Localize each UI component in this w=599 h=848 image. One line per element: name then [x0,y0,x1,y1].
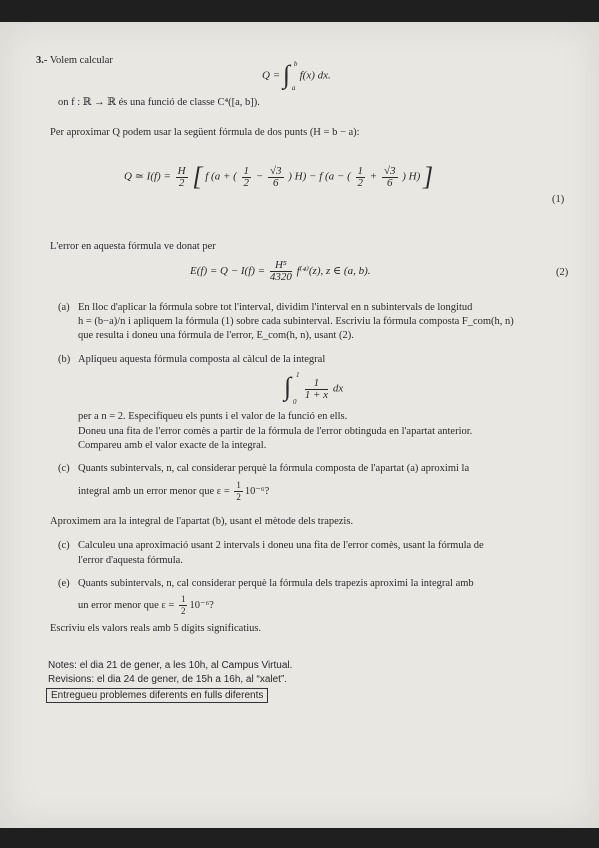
revisions-label: Revisions: [48,674,95,685]
intro-line-2: on f : ℝ → ℝ és una funció de classe C⁴([a, b]). [58,97,260,108]
formula-1-part-b: (a + ( [211,170,237,183]
part-d-line-2: l'error d'aquesta fórmula. [78,555,183,566]
problem-number: 3.- [36,55,48,66]
part-b-integral: ∫ 1 0 $\frac{1}{1 + x}$ dx [284,371,344,406]
part-e-frac-den: 2 [180,606,186,616]
part-c-pow: 10⁻⁶? [244,485,270,497]
part-e-line-1: Quants subintervals, n, cal considerar perquè la fórmula dels trapezis aproximi la integral amb [78,578,474,589]
error-intro: L'error en aquesta fórmula ve donat per [50,241,216,252]
formula-1-part-c: ) H) − f (a − ( [288,170,351,183]
part-c-frac-den: 2 [236,492,241,502]
part-c-line-2-wrap [78,480,269,503]
part-e-pow: 10⁻⁶? [189,599,214,611]
formula-1-half-den: 2 [243,176,250,189]
part-e-line-2: un error menor que ε = [78,599,175,611]
part-b-label: (b) [58,354,71,365]
part-a-line-2: h = (b−a)/n i apliquem la fórmula (1) sobre cada subinterval. Escriviu la fórmula composta F_com(h, n) [78,316,514,327]
part-a-line-1: En lloc d'aplicar la fórmula sobre tot l'interval, dividim l'interval en n subintervals de longitud [78,302,473,313]
formula-1-sqrt-den: 6 [272,176,279,189]
part-b-frac-num: 1 [305,378,328,390]
formula-1-lhs: Q ≃ I(f) = [124,170,171,183]
formula-1-plus: + [369,170,378,183]
part-e-frac-num: 1 [180,594,186,604]
exam-sheet [0,22,599,828]
part-c-line-2: integral amb un error menor que ε = [78,485,230,497]
formula-1-sqrt-num: √3 [269,164,282,177]
part-c-frac-num: 1 [236,480,241,490]
problem-header [36,54,113,67]
formula-1-H: H [177,164,186,177]
approx-intro: Per aproximar Q podem usar la següent fórmula de dos punts (H = b − a): [50,127,360,138]
part-b-line-3: Doneu una fita de l'error comès a partir de la fórmula de l'error obtinguda en l'apartat anterior. [78,426,473,437]
part-a-line-3: que resulta i doneu una fórmula de l'error, E_com(h, n), usant (2). [78,330,354,341]
integral-lower-limit: a [291,84,296,92]
formula-2-rhs: f⁽⁴⁾(z), z ∈ (a, b). [296,265,371,278]
formula-2-label: (2) [556,267,569,278]
formula-1-label: (1) [552,194,565,205]
formula-2-num: H⁵ [270,260,292,272]
formula-1-part-d: ) H) [402,170,421,183]
part-b-line-2: per a n = 2. Especifiqueu els punts i el valor de la funció en ells. [78,411,348,422]
formula-1-half-num: 1 [243,164,250,177]
part-b-line-1: Apliqueu aquesta fórmula composta al càlcul de la integral [78,354,326,365]
part-b-line-4: Compareu amb el valor exacte de la integral. [78,440,267,451]
part-c-label: (c) [58,463,70,474]
notes-line [48,659,292,672]
formula-2-den: 4320 [269,271,292,283]
problem-intro: Volem calcular [49,55,113,66]
trapezoid-intro: Aproximem ara la integral de l'apartat (b), usant el mètode dels trapezis. [50,516,354,527]
formula-1-two: 2 [178,176,185,189]
notes-text: el dia 21 de gener, a les 10h, al Campus Virtual. [79,660,293,671]
formula-1: Q ≃ I(f) = $\frac{H}{2}$ [ f (a + ( $\frac{1}{2}$ − $\frac{√3}{6}$ ) H) − f (a − ( $\frac{1}{2}$ + $\frac{√3}{6}$ ) H) ] [124,162,434,191]
notes-label: Notes: [48,660,77,671]
part-b-upper: 1 [296,371,300,379]
formula-2-lhs: E(f) = Q − I(f) = [190,265,266,278]
formula-1-f: f [205,170,209,183]
formula-1-minus: − [255,170,264,183]
formula-2 [190,260,371,283]
part-d-line-1: Calculeu una aproximació usant 2 intervals i doneu una fita de l'error comès, usant la fórmula de [78,540,484,551]
part-e-label: (e) [58,578,70,589]
integral-upper-limit: b [293,60,298,68]
part-a-label: (a) [58,302,70,313]
integral-definition: Q = ∫ b a f(x) dx. [262,60,331,92]
boxed-note: Entregueu problemes diferents en fulls diferents [46,688,268,703]
part-c-line-1: Quants subintervals, n, cal considerar perquè la fórmula composta de l'apartat (a) aproximi la [78,463,470,474]
part-b-lower: 0 [293,398,297,406]
revisions-text: el dia 24 de gener, de 15h a 16h, al “xalet”. [96,674,288,685]
part-b-dx: dx [332,382,344,395]
significant-digits-note: Escriviu els valors reals amb 5 dígits significatius. [50,623,262,634]
part-d-label: (c) [58,540,70,551]
revisions-line [48,673,287,686]
part-b-frac-den: 1 + x [304,388,329,401]
part-e-line-2-wrap [78,594,214,617]
